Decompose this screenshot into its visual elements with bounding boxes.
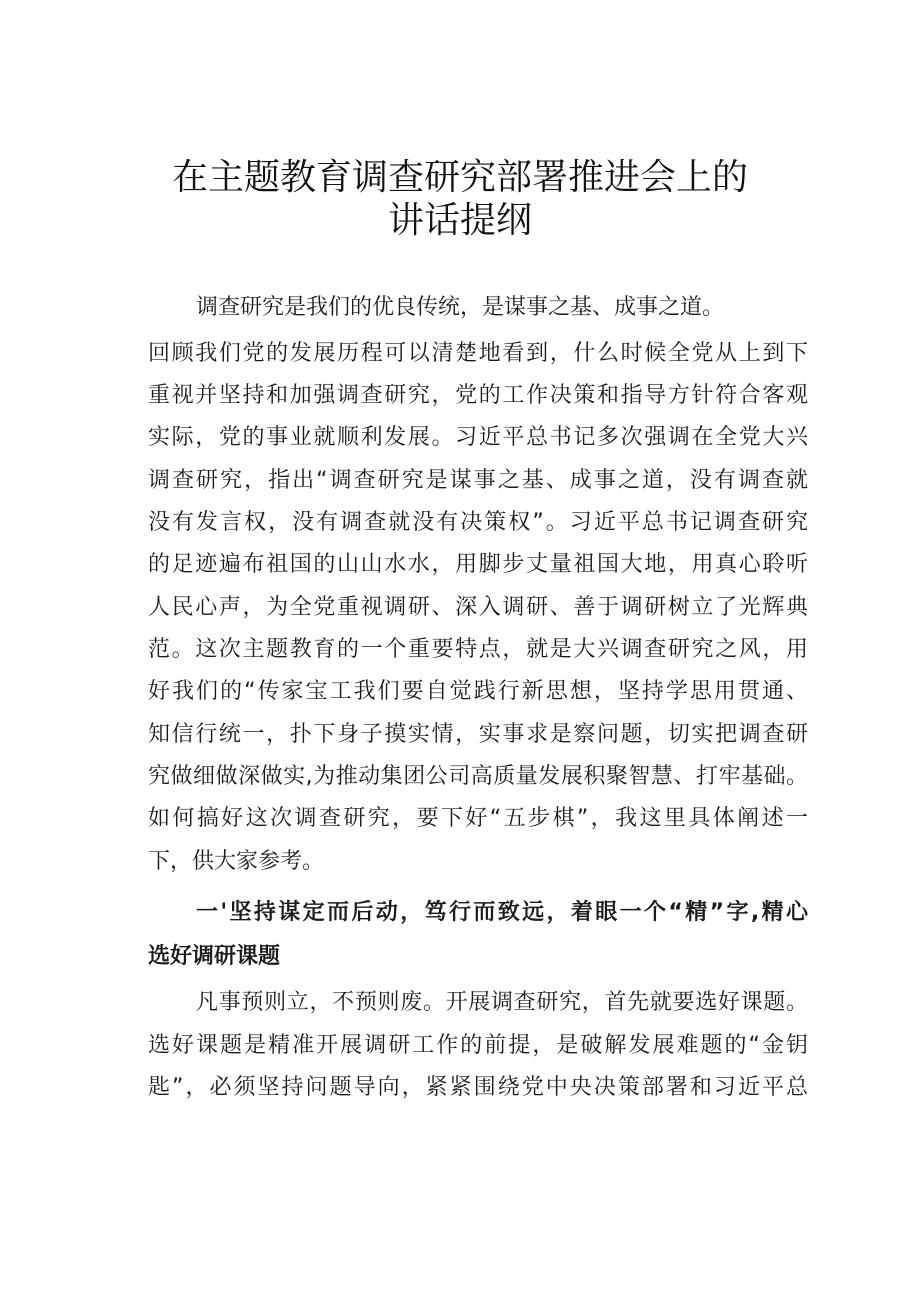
paragraph-1-line: 调查研究，指出“调查研究是谋事之基、成事之道，没有调查就 (148, 468, 808, 493)
paragraph-1-line: 下，供大家参考。 (148, 849, 325, 874)
paragraph-1-line: 回顾我们党的发展历程可以清楚地看到，什么时候全党从上到下 (148, 341, 808, 366)
document-title-line-1: 在主题教育调查研究部署推进会上的 (171, 157, 748, 198)
paragraph-1-line: 究做细做深做实,为推动集团公司高质量发展积聚智慧、打牢基础。 (148, 764, 808, 789)
paragraph-1-line: 如何搞好这次调查研究，要下好“五步棋”，我这里具体阐述一 (148, 806, 808, 831)
document-title-line-2: 讲话提纲 (387, 200, 532, 241)
paragraph-1-line: 的足迹遍布祖国的山山水水，用脚步丈量祖国大地，用真心聆听 (148, 552, 808, 577)
paragraph-1-line: 范。这次主题教育的一个重要特点，就是大兴调查研究之风，用 (148, 637, 808, 662)
paragraph-1-line: 实际，党的事业就顺利发展。习近平总书记多次强调在全党大兴 (148, 425, 808, 450)
paragraph-1-line: 好我们的“传家宝工我们要自觉践行新思想，坚持学思用贯通、 (148, 679, 808, 704)
paragraph-1-line: 重视并坚持和加强调查研究，党的工作决策和指导方针符合客观 (148, 383, 808, 408)
section-heading-line: 一'坚持谋定而后动，笃行而致远，着眼一个“精”字,精心 (196, 900, 808, 925)
paragraph-2-line: 凡事预则立，不预则废。开展调查研究，首先就要选好课题。 (196, 990, 808, 1015)
paragraph-1-line: 调查研究是我们的优良传统，是谋事之基、成事之道。 (196, 295, 725, 320)
section-heading-line: 选好调研课题 (148, 944, 281, 969)
paragraph-1-line: 人民心声，为全党重视调研、深入调研、善于调研树立了光辉典 (148, 595, 808, 620)
paragraph-2-line: 选好课题是精准开展调研工作的前提，是破解发展难题的“金钥 (148, 1033, 808, 1058)
paragraph-1-line: 知信行统一，扑下身子摸实情，实事求是察问题，切实把调查研 (148, 722, 808, 747)
paragraph-1-line: 没有发言权，没有调查就没有决策权”。习近平总书记调查研究 (148, 510, 808, 535)
paragraph-2-line: 匙”，必须坚持问题导向，紧紧围绕党中央决策部署和习近平总 (148, 1075, 808, 1100)
